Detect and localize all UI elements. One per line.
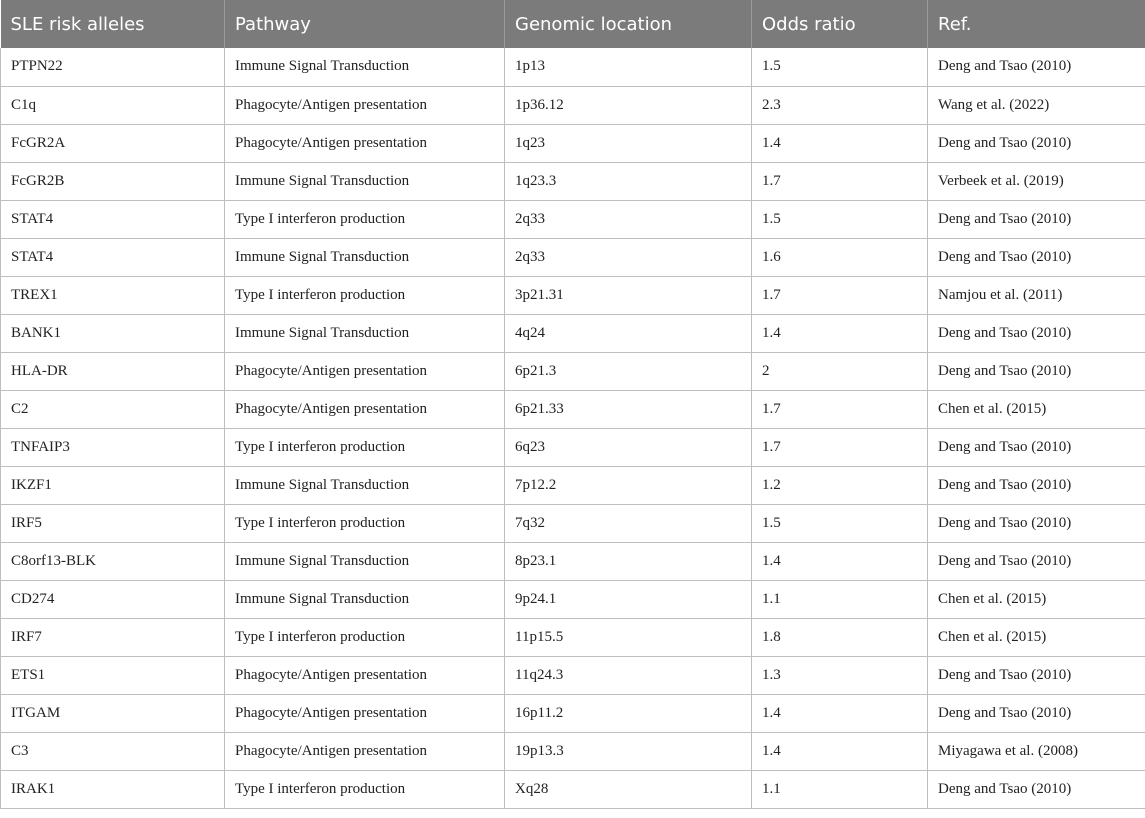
genomic-location-cell: 16p11.2 <box>505 694 752 732</box>
genomic-location-cell: Xq28 <box>505 770 752 808</box>
pathway-cell: Phagocyte/Antigen presentation <box>225 656 505 694</box>
ref-cell: Deng and Tsao (2010) <box>928 200 1145 238</box>
odds-ratio-cell: 1.1 <box>752 580 928 618</box>
allele-cell: ITGAM <box>1 694 225 732</box>
odds-ratio-cell: 1.5 <box>752 200 928 238</box>
genomic-location-cell: 1q23 <box>505 124 752 162</box>
table-row <box>1 48 1145 86</box>
table-row <box>1 770 1145 808</box>
table-row <box>1 656 1145 694</box>
pathway-cell: Type I interferon production <box>225 428 505 466</box>
genomic-location-cell: 19p13.3 <box>505 732 752 770</box>
allele-cell: STAT4 <box>1 200 225 238</box>
table-row <box>1 618 1145 656</box>
ref-cell: Deng and Tsao (2010) <box>928 770 1145 808</box>
ref-cell: Deng and Tsao (2010) <box>928 542 1145 580</box>
pathway-cell: Immune Signal Transduction <box>225 314 505 352</box>
pathway-cell: Immune Signal Transduction <box>225 162 505 200</box>
allele-cell: HLA-DR <box>1 352 225 390</box>
ref-cell: Namjou et al. (2011) <box>928 276 1145 314</box>
table-row <box>1 694 1145 732</box>
odds-ratio-cell: 1.5 <box>752 504 928 542</box>
table-row <box>1 276 1145 314</box>
genomic-location-cell: 3p21.31 <box>505 276 752 314</box>
pathway-cell: Phagocyte/Antigen presentation <box>225 732 505 770</box>
odds-ratio-cell: 1.7 <box>752 390 928 428</box>
ref-cell: Miyagawa et al. (2008) <box>928 732 1145 770</box>
odds-ratio-cell: 1.7 <box>752 162 928 200</box>
pathway-cell: Type I interferon production <box>225 276 505 314</box>
table-row <box>1 428 1145 466</box>
odds-ratio-cell: 1.3 <box>752 656 928 694</box>
pathway-cell: Phagocyte/Antigen presentation <box>225 86 505 124</box>
pathway-cell: Immune Signal Transduction <box>225 580 505 618</box>
header-ref: Ref. <box>938 13 972 35</box>
header-sle-risk-alleles: SLE risk alleles <box>1 0 225 48</box>
allele-cell: FcGR2B <box>1 162 225 200</box>
pathway-cell: Type I interferon production <box>225 200 505 238</box>
table-row <box>1 390 1145 428</box>
header-genomic-location: Genomic location <box>505 0 752 48</box>
table-row <box>1 352 1145 390</box>
allele-cell: ETS1 <box>1 656 225 694</box>
pathway-cell: Type I interferon production <box>225 618 505 656</box>
table-body <box>1 48 1145 808</box>
ref-cell: Chen et al. (2015) <box>928 580 1145 618</box>
table-row <box>1 542 1145 580</box>
allele-cell: BANK1 <box>1 314 225 352</box>
ref-cell: Deng and Tsao (2010) <box>928 466 1145 504</box>
pathway-cell: Type I interferon production <box>225 504 505 542</box>
allele-cell: STAT4 <box>1 238 225 276</box>
table-row <box>1 314 1145 352</box>
genomic-location-cell: 11p15.5 <box>505 618 752 656</box>
ref-cell: Deng and Tsao (2010) <box>928 238 1145 276</box>
odds-ratio-cell: 1.4 <box>752 542 928 580</box>
genomic-location-cell: 9p24.1 <box>505 580 752 618</box>
allele-cell: C8orf13-BLK <box>1 542 225 580</box>
allele-cell: CD274 <box>1 580 225 618</box>
odds-ratio-cell: 1.4 <box>752 694 928 732</box>
allele-cell: C1q <box>1 86 225 124</box>
odds-ratio-cell: 1.8 <box>752 618 928 656</box>
header-row <box>1 0 1145 48</box>
genomic-location-cell: 1p13 <box>505 48 752 86</box>
genomic-location-cell: 11q24.3 <box>505 656 752 694</box>
genomic-location-cell: 2q33 <box>505 200 752 238</box>
ref-cell: Wang et al. (2022) <box>928 86 1145 124</box>
allele-cell: C2 <box>1 390 225 428</box>
pathway-cell: Type I interferon production <box>225 770 505 808</box>
allele-cell: PTPN22 <box>1 48 225 86</box>
ref-cell: Deng and Tsao (2010) <box>928 48 1145 86</box>
ref-cell: Chen et al. (2015) <box>928 618 1145 656</box>
allele-cell: IKZF1 <box>1 466 225 504</box>
genomic-location-cell: 1p36.12 <box>505 86 752 124</box>
pathway-cell: Phagocyte/Antigen presentation <box>225 390 505 428</box>
ref-cell: Deng and Tsao (2010) <box>928 352 1145 390</box>
ref-cell: Verbeek et al. (2019) <box>928 162 1145 200</box>
odds-ratio-cell: 1.4 <box>752 124 928 162</box>
genomic-location-cell: 1q23.3 <box>505 162 752 200</box>
pathway-cell: Immune Signal Transduction <box>225 466 505 504</box>
table-row <box>1 504 1145 542</box>
allele-cell: TREX1 <box>1 276 225 314</box>
pathway-cell: Immune Signal Transduction <box>225 48 505 86</box>
table-header <box>1 0 1145 48</box>
table-row <box>1 86 1145 124</box>
table-row <box>1 124 1145 162</box>
header-pathway: Pathway <box>225 0 505 48</box>
ref-cell: Deng and Tsao (2010) <box>928 428 1145 466</box>
genomic-location-cell: 4q24 <box>505 314 752 352</box>
allele-cell: TNFAIP3 <box>1 428 225 466</box>
header-odds-ratio: Odds ratio <box>752 0 928 48</box>
ref-cell: Deng and Tsao (2010) <box>928 314 1145 352</box>
pathway-cell: Immune Signal Transduction <box>225 238 505 276</box>
odds-ratio-cell: 1.7 <box>752 276 928 314</box>
table-row <box>1 238 1145 276</box>
allele-cell: FcGR2A <box>1 124 225 162</box>
ref-cell: Deng and Tsao (2010) <box>928 504 1145 542</box>
odds-ratio-cell: 1.6 <box>752 238 928 276</box>
allele-cell: IRAK1 <box>1 770 225 808</box>
odds-ratio-cell: 2.3 <box>752 86 928 124</box>
allele-cell: IRF7 <box>1 618 225 656</box>
genomic-location-cell: 8p23.1 <box>505 542 752 580</box>
genomic-location-cell: 6p21.33 <box>505 390 752 428</box>
genomic-location-cell: 6p21.3 <box>505 352 752 390</box>
odds-ratio-cell: 1.2 <box>752 466 928 504</box>
odds-ratio-cell: 2 <box>752 352 928 390</box>
allele-cell: C3 <box>1 732 225 770</box>
genomic-location-cell: 6q23 <box>505 428 752 466</box>
odds-ratio-cell: 1.4 <box>752 314 928 352</box>
genomic-location-cell: 2q33 <box>505 238 752 276</box>
odds-ratio-cell: 1.1 <box>752 770 928 808</box>
pathway-cell: Phagocyte/Antigen presentation <box>225 352 505 390</box>
odds-ratio-cell: 1.7 <box>752 428 928 466</box>
table-row <box>1 732 1145 770</box>
odds-ratio-cell: 1.4 <box>752 732 928 770</box>
pathway-cell: Immune Signal Transduction <box>225 542 505 580</box>
pathway-cell: Phagocyte/Antigen presentation <box>225 124 505 162</box>
pathway-cell: Phagocyte/Antigen presentation <box>225 694 505 732</box>
allele-cell: IRF5 <box>1 504 225 542</box>
ref-cell: Deng and Tsao (2010) <box>928 656 1145 694</box>
genomic-location-cell: 7p12.2 <box>505 466 752 504</box>
table-row <box>1 580 1145 618</box>
ref-cell: Chen et al. (2015) <box>928 390 1145 428</box>
odds-ratio-cell: 1.5 <box>752 48 928 86</box>
genomic-location-cell: 7q32 <box>505 504 752 542</box>
table-row <box>1 200 1145 238</box>
ref-cell: Deng and Tsao (2010) <box>928 124 1145 162</box>
table-row <box>1 162 1145 200</box>
table-row <box>1 466 1145 504</box>
ref-cell: Deng and Tsao (2010) <box>928 694 1145 732</box>
